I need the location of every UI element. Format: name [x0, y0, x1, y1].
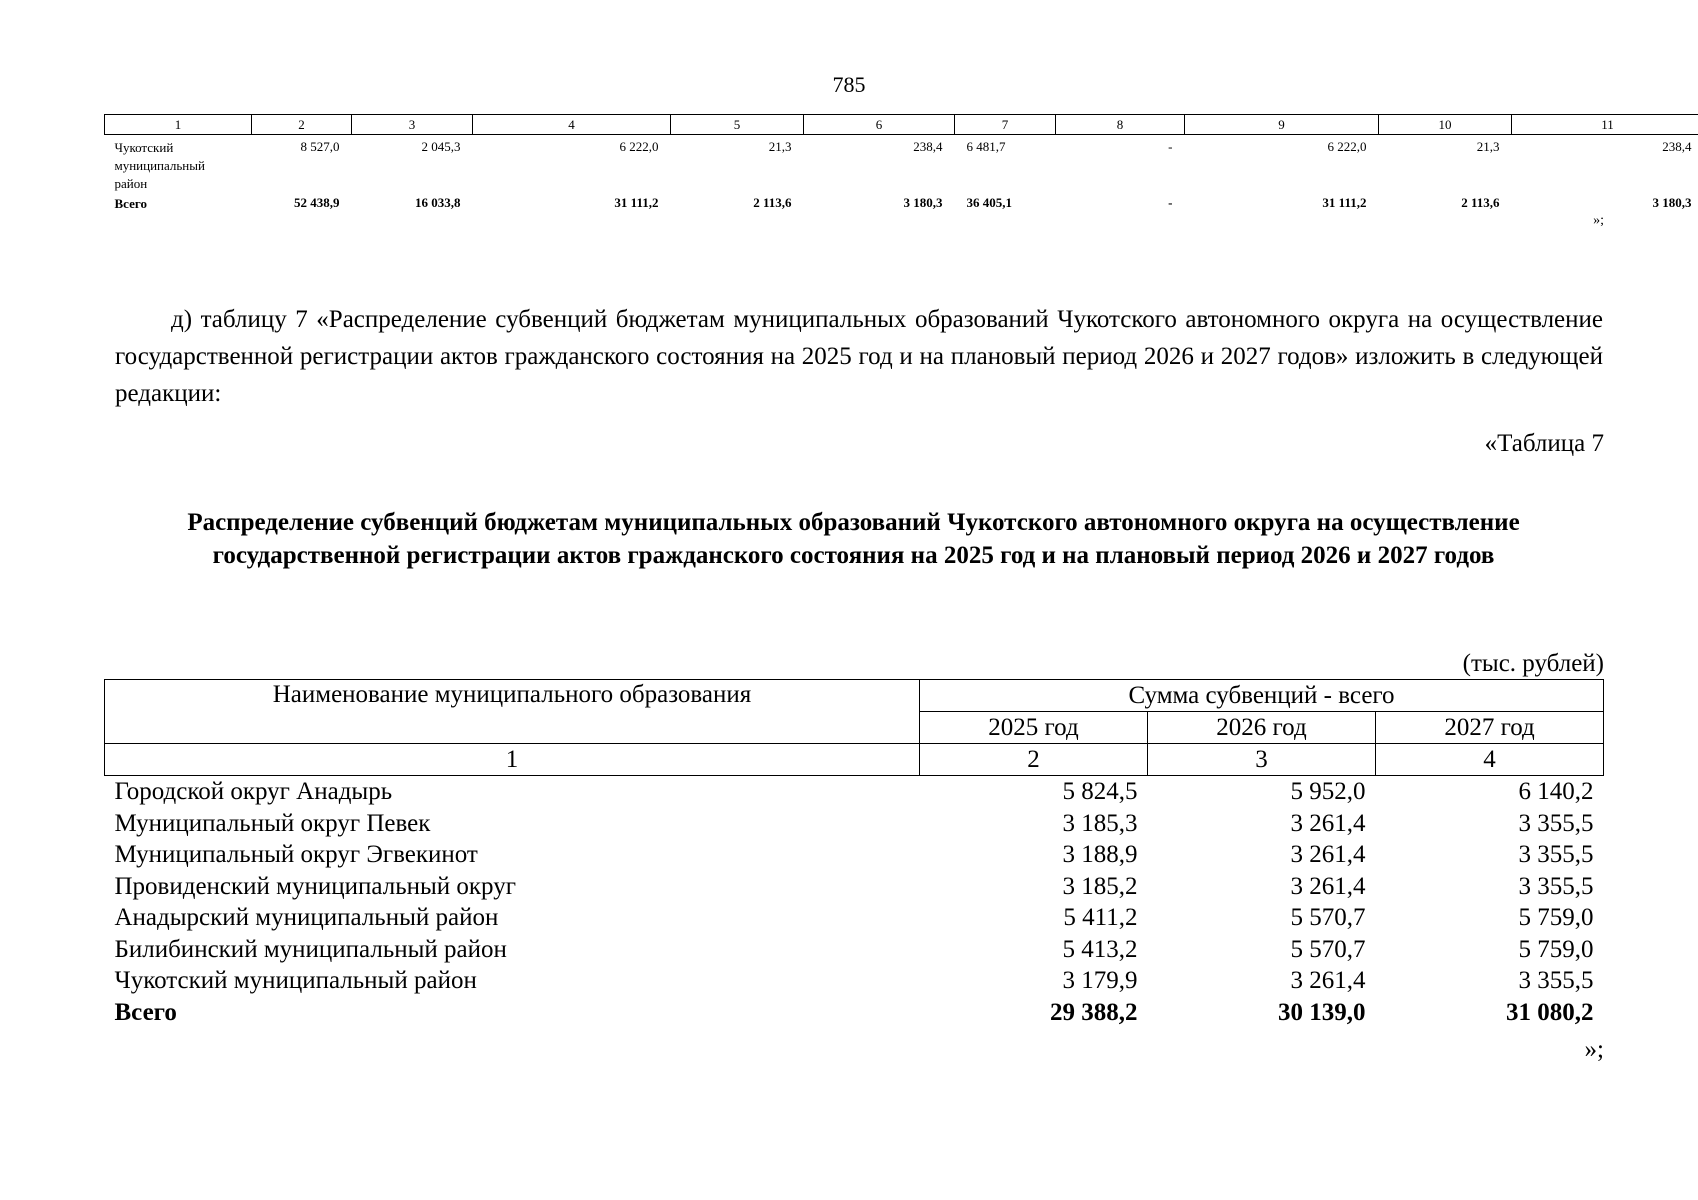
top-col-number: 3: [352, 115, 473, 135]
row-name: Всего: [114, 196, 147, 211]
cell-value: 3 355,5: [1518, 841, 1594, 869]
cell-value: 3 261,4: [1290, 872, 1366, 900]
top-col-number: 6: [804, 115, 955, 135]
top-col-number: 5: [671, 115, 804, 135]
top-col-number: 4: [473, 115, 671, 135]
header-name: Наименование муниципального образования: [105, 680, 920, 744]
cell-value: 3 261,4: [1290, 809, 1366, 837]
table-row: [105, 839, 1604, 871]
cell-value: 3 188,9: [1062, 841, 1138, 869]
top-col-number: 8: [1056, 115, 1185, 135]
cell-value: 3 261,4: [1290, 841, 1366, 869]
amendment-paragraph: д) таблицу 7 «Распределение субвенций бюджетам муниципальных образований Чукотского автономного округа на осуществление государственной регистрации актов гражданского состояния на 2025 год и на плановый период 2026 и 2027 годов» изложить в следующей редакции:: [115, 306, 1603, 407]
header-year: 2025 год: [920, 712, 1148, 744]
cell-value: 29 388,2: [1050, 998, 1138, 1026]
total-row: [105, 997, 1604, 1029]
cell-value: 5 759,0: [1518, 935, 1594, 963]
cell-value: 16 033,8: [415, 195, 461, 210]
cell-value: 5 759,0: [1518, 904, 1594, 932]
top-col-number: 9: [1185, 115, 1379, 135]
top-table-header: [105, 115, 1698, 135]
table-row: [105, 808, 1604, 840]
cell-value: 5 952,0: [1290, 778, 1366, 806]
cell-value: 30 139,0: [1278, 998, 1366, 1026]
row-name: Чукотский муниципальный район: [114, 140, 205, 191]
cell-value: -: [1168, 139, 1173, 154]
main-table: [104, 679, 1604, 1028]
table-row: [105, 776, 1604, 808]
cell-value: 3 355,5: [1518, 967, 1594, 995]
table-row: [105, 902, 1604, 934]
cell-value: 3 180,3: [903, 195, 943, 210]
main-table-colnum-row: [105, 744, 1604, 776]
row-name: Муниципальный округ Эгвекинот: [114, 841, 478, 869]
cell-value: 5 824,5: [1062, 778, 1138, 806]
top-col-number: 7: [955, 115, 1056, 135]
cell-value: 3 355,5: [1518, 872, 1594, 900]
cell-value: 6 140,2: [1518, 778, 1594, 806]
row-name: Анадырский муниципальный район: [114, 904, 499, 932]
cell-value: 3 185,3: [1062, 809, 1138, 837]
cell-value: 3 261,4: [1290, 967, 1366, 995]
units-label: (тыс. рублей): [1462, 650, 1604, 677]
cell-value: 6 222,0: [1327, 139, 1367, 154]
cell-value: 3 180,3: [1652, 195, 1692, 210]
cell-value: 31 111,2: [1322, 195, 1367, 210]
row-name: Городской округ Анадырь: [114, 778, 393, 806]
table-label: «Таблица 7: [1484, 430, 1604, 457]
cell-value: 238,4: [1662, 139, 1692, 154]
cell-value: 31 111,2: [614, 195, 659, 210]
table-row: [105, 965, 1604, 997]
cell-value: 5 570,7: [1290, 935, 1366, 963]
header-sum: Сумма субвенций - всего: [920, 680, 1604, 712]
top-col-number: 2: [252, 115, 352, 135]
top-col-number: 1: [105, 115, 252, 135]
cell-value: 36 405,1: [966, 195, 1012, 210]
cell-value: -: [1168, 195, 1173, 210]
table-title: Распределение субвенций бюджетам муниципальных образований Чукотского автономного округа на осуществление государственной регистрации актов гражданского состояния на 2025 год и на плановый период 2026 и 2027 годов: [187, 509, 1520, 569]
cell-value: 2 045,3: [421, 139, 461, 154]
cell-value: 3 179,9: [1062, 967, 1138, 995]
cell-value: 3 185,2: [1062, 872, 1138, 900]
page-number: 785: [832, 72, 866, 97]
cell-value: 21,3: [768, 139, 792, 154]
table-row: [105, 871, 1604, 903]
col-number: 1: [105, 744, 920, 776]
main-table-closing-quote: »;: [1584, 1036, 1604, 1063]
cell-value: 238,4: [913, 139, 943, 154]
cell-value: 6 481,7: [966, 139, 1006, 154]
cell-value: 31 080,2: [1506, 998, 1594, 1026]
row-name: Билибинский муниципальный район: [114, 935, 507, 963]
cell-value: 5 413,2: [1062, 935, 1138, 963]
cell-value: 2 113,6: [753, 195, 792, 210]
col-number: 4: [1376, 744, 1604, 776]
cell-value: 5 411,2: [1063, 904, 1138, 932]
row-name: Муниципальный округ Певек: [114, 809, 431, 837]
row-name: Чукотский муниципальный район: [114, 967, 477, 995]
main-table-header-row: [105, 680, 1604, 712]
top-col-number: 11: [1512, 115, 1698, 135]
cell-value: 8 527,0: [300, 139, 340, 154]
cell-value: 2 113,6: [1461, 195, 1500, 210]
table-row: [105, 934, 1604, 966]
top-table-row: [105, 135, 1698, 194]
header-year: 2027 год: [1376, 712, 1604, 744]
top-table: [104, 114, 1698, 213]
cell-value: 5 570,7: [1290, 904, 1366, 932]
top-table-closing-quote: »;: [1593, 213, 1604, 228]
cell-value: 6 222,0: [619, 139, 659, 154]
row-name: Провиденский муниципальный округ: [114, 872, 516, 900]
top-col-number: 10: [1379, 115, 1512, 135]
cell-value: 3 355,5: [1518, 809, 1594, 837]
col-number: 3: [1148, 744, 1376, 776]
row-name: Всего: [114, 998, 177, 1026]
top-table-total-row: [105, 193, 1698, 213]
cell-value: 52 438,9: [294, 195, 340, 210]
header-year: 2026 год: [1148, 712, 1376, 744]
cell-value: 21,3: [1476, 139, 1500, 154]
col-number: 2: [920, 744, 1148, 776]
